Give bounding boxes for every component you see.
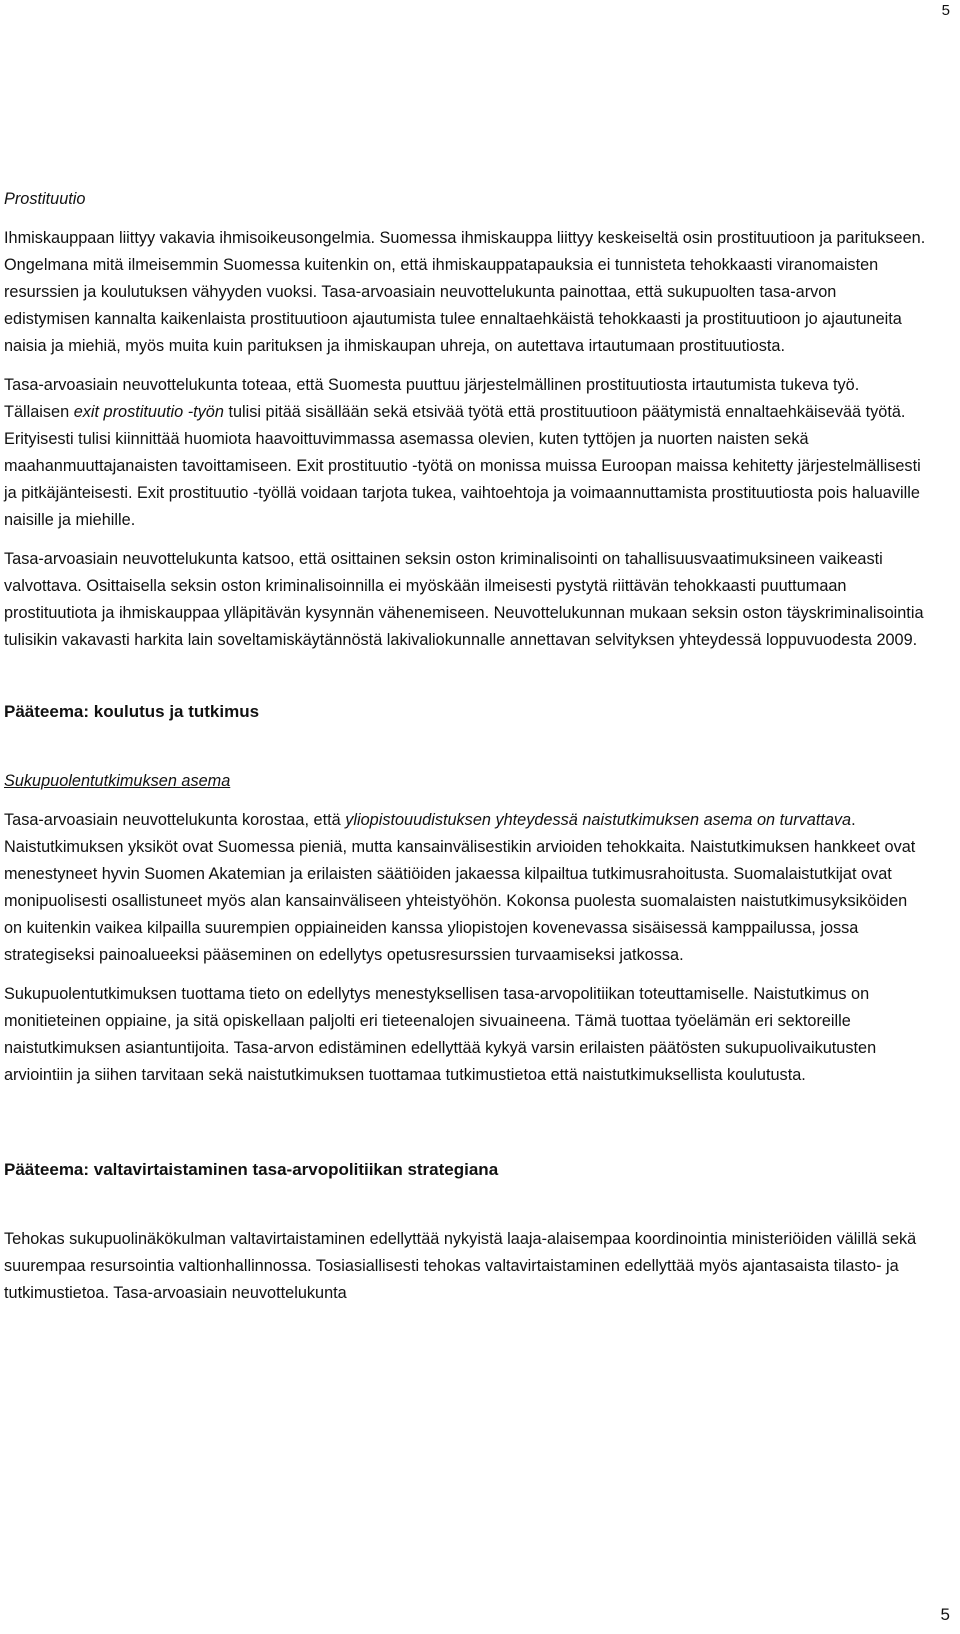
paragraph-kriminalisointi: Tasa-arvoasiain neuvottelukunta katsoo, että osittainen seksin oston kriminalisointi on tahallisuusvaatimuksineen vaikeasti valvottava. Osittaisella seksin oston kriminalisoinnilla ei myöskään ilmeisesti pystytä riittävän tehokkaasti puuttumaan prostituutiota ja ihmiskauppaa ylläpitävän kysynnän vähenemiseen. Neuvottelukunnan mukaan seksin oston täyskriminalisointia tulisikin vakavasti harkita lain soveltamiskäytännöstä lakivaliokunnalle annettavan selvityksen yhteydessä loppuvuodesta 2009. (4, 550, 924, 649)
section-heading-prostituutio: Prostituutio (4, 190, 86, 208)
paragraph-text: tulisi pitää sisällään sekä etsivää työtä että prostituutioon päätymistä ennaltaehkäisevää työtä. Erityisesti tulisi kiinnittää huomiota haavoittuvimmassa asemassa olevien, kuten tyttöjen ja nuorten naisten sekä maahanmuuttajanaisten tavoittamiseen. Exit prostituutio -työtä on monissa muissa Euroopan maissa kehitetty järjestelmällisesti ja pitkäjänteisesti. Exit prostituutio -työllä voidaan tarjota tukea, vaihtoehtoja ja voimaannuttamista prostituutiosta pois haluaville naisille ja miehille. (4, 403, 921, 529)
main-heading-koulutus: Pääteema: koulutus ja tutkimus (4, 702, 260, 721)
paragraph-ihmiskauppa: Ihmiskauppaan liittyy vakavia ihmisoikeusongelmia. Suomessa ihmiskauppa liittyy keskeiseltä osin prostituutioon ja paritukseen. Ongelmana mitä ilmeisemmin Suomessa kuitenkin on, että ihmiskauppatapauksia ei tunnisteta tehokkaasti viranomaisten resurssien ja koulutuksen vähyyden vuoksi. Tasa-arvoasiain neuvottelukunta painottaa, että sukupuolten tasa-arvon edistymisen kannalta kaikenlaista prostituutioon ajautumista tulee ennaltaehkäistä tehokkaasti ja prostituutioon jo ajautuneita naisia ja miehiä, myös muita kuin parituksen ja ihmiskaupan uhreja, on autettava irtautumaan prostituutiosta. (4, 229, 926, 355)
paragraph-text: Tasa-arvoasiain neuvottelukunta korostaa, että (4, 811, 346, 829)
page-number-top: 5 (941, 2, 950, 19)
paragraph-exit-prostituutio (4, 372, 926, 534)
subheading-sukupuolentutkimus: Sukupuolentutkimuksen asema (4, 772, 231, 790)
emphasis-text: yliopistouudistuksen yhteydessä naistutkimuksen asema on turvattava (345, 811, 852, 829)
paragraph-text: . Naistutkimuksen yksiköt ovat Suomessa pieniä, mutta kansainvälisestikin arvioiden tehokkaita. Naistutkimuksen hankkeet ovat menestyneet hyvin Suomen Akatemian ja erilaisten säätiöiden jakaessa kilpailtua tutkimusrahoitusta. Suomalaistutkijat ovat monipuolisesti osallistuneet myös alan kansainväliseen yhteistyöhön. Kokonsa puolesta suomalaisten naistutkimusyksiköiden on kuitenkin vaikea kilpailla suurempien oppiaineiden kanssa yliopistojen kovenevassa sisäisessä kamppailussa, jossa strategiseksi painoalueeksi pääseminen on edellytys opetusresurssien turvaamiseksi jatkossa. (4, 811, 916, 964)
page-number-bottom: 5 (940, 1605, 950, 1624)
paragraph-valtavirtaistaminen: Tehokas sukupuolinäkökulman valtavirtaistaminen edellyttää nykyistä laaja-alaisempaa koordinointia ministeriöiden välillä sekä suurempaa resursointia valtionhallinnossa. Tosiasiallisesti tehokas valtavirtaistaminen edellyttää myös ajantasaista tilasto- ja tutkimustietoa. Tasa-arvoasiain neuvottelukunta (4, 1230, 917, 1302)
document-body (4, 186, 926, 1307)
paragraph-sukupuolentutkimuksen-tieto: Sukupuolentutkimuksen tuottama tieto on edellytys menestyksellisen tasa-arvopolitiikan toteuttamiselle. Naistutkimus on monitieteinen oppiaine, ja sitä opiskellaan paljolti eri tieteenalojen sivuaineena. Tämä tuottaa työelämän eri sektoreille naistutkimuksen asiantuntijoita. Tasa-arvon edistäminen edellyttää kykyä varsin erilaisten päätösten sukupuolivaikutusten arviointiin ja siihen tarvitaan sekä naistutkimuksen tuottamaa tutkimustietoa että naistutkimuksellista koulutusta. (4, 985, 877, 1084)
emphasis-text: exit prostituutio -työn (73, 403, 224, 421)
paragraph-naistutkimus (4, 807, 926, 969)
main-heading-valtavirtaistaminen: Pääteema: valtavirtaistaminen tasa-arvopolitiikan strategiana (4, 1160, 499, 1179)
paragraph-text: Tasa-arvoasiain neuvottelukunta toteaa, että Suomesta puuttuu järjestelmällinen prostituutiosta irtautumista tukeva työ. Tällaisen (4, 376, 860, 421)
